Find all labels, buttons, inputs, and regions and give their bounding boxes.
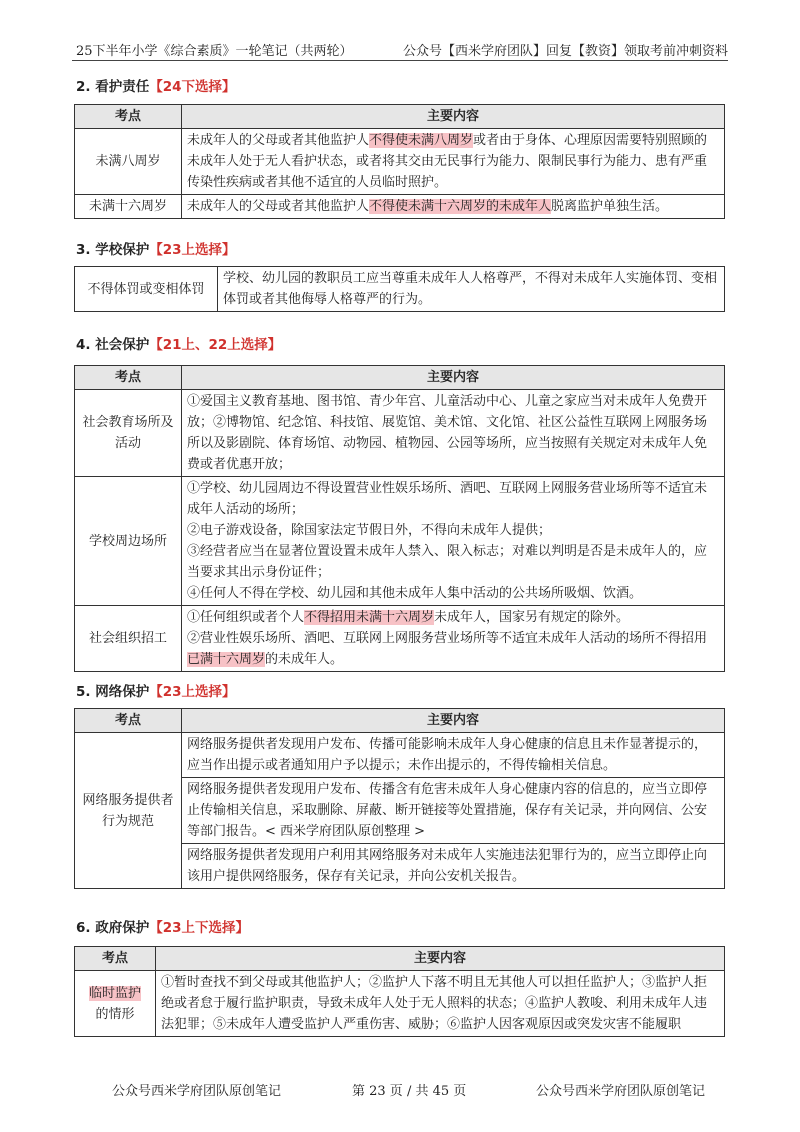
- section-title-network: [76, 680, 236, 700]
- row-content: 网络服务提供者发现用户利用其网络服务对未成年人实施违法犯罪行为的，应当立即停止向该用户提供网络服务，保存有关记录，并向公安机关报告。: [182, 844, 725, 889]
- col-header-content: 主要内容: [182, 366, 725, 390]
- text-span: 未成年人的父母或者其他监护人: [187, 199, 370, 214]
- row-key: 学校周边场所: [75, 477, 182, 606]
- highlight-span: 不得使未满十六周岁的未成年人: [369, 199, 552, 214]
- section-title-text: 6. 政府保护: [76, 920, 150, 936]
- table-row: [75, 606, 725, 672]
- network-table: [74, 708, 725, 889]
- row-content: 网络服务提供者发现用户发布、传播可能影响未成年人身心健康的信息且未作显著提示的，应当作出提示或者通知用户予以提示；未作出提示的，不得传输相关信息。: [182, 733, 725, 778]
- guardianship-table: [74, 104, 725, 219]
- footer-left: 公众号西米学府团队原创笔记: [112, 1084, 282, 1099]
- highlight-span: 不得招用未满十六周岁: [304, 610, 435, 625]
- table-row: [75, 971, 725, 1037]
- row-content: [182, 606, 725, 672]
- list-item: [187, 607, 719, 628]
- highlight-span: 已满十六周岁: [187, 652, 266, 667]
- row-content: 网络服务提供者发现用户发布、传播含有危害未成年人身心健康内容的信息的，应当立即停止传输相关信息，采取删除、屏蔽、断开链接等处置措施，保存有关记录，并向网信、公安等部门报告。< 西米学府团队原创整理 >: [182, 778, 725, 844]
- row-key: 社会教育场所及活动: [75, 390, 182, 477]
- row-key: 社会组织招工: [75, 606, 182, 672]
- list-item: ③经营者应当在显著位置设置未成年人禁入、限入标志；对难以判明是否是未成年人的，应当要求其出示身份证件；: [187, 544, 708, 580]
- col-header-content: 主要内容: [156, 947, 725, 971]
- section-title-social: [76, 333, 281, 353]
- table-row: [75, 477, 725, 606]
- section-title-text: 5. 网络保护: [76, 684, 150, 700]
- col-header-key: 考点: [75, 947, 156, 971]
- row-key: 未满八周岁: [75, 129, 182, 195]
- table-row: [75, 390, 725, 477]
- highlight-span: 临时监护: [88, 985, 141, 1001]
- text-span: 未成年人，国家另有规定的除外。: [434, 610, 630, 625]
- col-header-key: 考点: [75, 709, 182, 733]
- social-table: [74, 365, 725, 672]
- table-row: [75, 267, 725, 312]
- text-span: ②营业性娱乐场所、酒吧、互联网上网服务营业场所等不适宜未成年人活动的场所不得招用: [187, 631, 708, 646]
- list-item: [187, 628, 719, 670]
- table-header-row: [75, 709, 725, 733]
- col-header-key: 考点: [75, 366, 182, 390]
- text-span: ①任何组织或者个人: [187, 610, 305, 625]
- exam-tag: 【24下选择】: [149, 79, 236, 95]
- header-right-note: 公众号【西米学府团队】回复【教资】领取考前冲刺资料: [402, 44, 728, 59]
- row-content: [182, 477, 725, 606]
- list-item: ①学校、幼儿园周边不得设置营业性娱乐场所、酒吧、互联网上网服务营业场所等不适宜未成年人活动的场所；: [187, 481, 708, 517]
- header-left-title: 25下半年小学《综合素质》一轮笔记（共两轮）: [76, 44, 353, 59]
- table-row: [75, 129, 725, 195]
- footer-right: 公众号西米学府团队原创笔记: [536, 1084, 706, 1099]
- exam-tag: 【23上选择】: [149, 684, 236, 700]
- col-header-content: 主要内容: [182, 709, 725, 733]
- row-content: [182, 195, 725, 219]
- footer-page-number: 第 23 页 / 共 45 页: [352, 1084, 467, 1099]
- exam-tag: 【23上选择】: [149, 242, 236, 258]
- row-content: [182, 129, 725, 195]
- table-header-row: [75, 105, 725, 129]
- section-title-text: 2. 看护责任: [76, 79, 150, 95]
- exam-tag: 【21上、22上选择】: [149, 337, 282, 353]
- section-title-government: [76, 916, 249, 936]
- school-table: [74, 266, 725, 312]
- text-span: 或者由于身体、心理原因需要特别照顾的未成年人处于无人看护状态，或者将其交由无民事行为能力、限制民事行为能力、患有严重传染性疾病或者其他不适宜的人员临时照护。: [187, 133, 708, 190]
- exam-tag: 【23上下选择】: [149, 920, 250, 936]
- col-header-content: 主要内容: [182, 105, 725, 129]
- table-header-row: [75, 947, 725, 971]
- row-key: 网络服务提供者行为规范: [75, 733, 182, 889]
- page-header: [72, 38, 728, 61]
- row-key: [75, 971, 156, 1037]
- row-key: 未满十六周岁: [75, 195, 182, 219]
- row-content: ①爱国主义教育基地、图书馆、青少年宫、儿童活动中心、儿童之家应当对未成年人免费开放；②博物馆、纪念馆、科技馆、展览馆、美术馆、文化馆、社区公益性互联网上网服务场所以及影剧院、体育场馆、动物园、植物园、公园等场所，应当按照有关规定对未成年人免费或者优惠开放；: [182, 390, 725, 477]
- section-title-text: 3. 学校保护: [76, 242, 150, 258]
- text-span: 脱离监护单独生活。: [551, 199, 669, 214]
- table-header-row: [75, 366, 725, 390]
- table-row: [75, 733, 725, 778]
- row-content: ①暂时查找不到父母或其他监护人；②监护人下落不明且无其他人可以担任监护人；③监护人拒绝或者怠于履行监护职责，导致未成年人处于无人照料的状态；④监护人教唆、利用未成年人违法犯罪；⑤未成年人遭受监护人严重伤害、威胁；⑥监护人因客观原因或突发灾害不能履职: [156, 971, 725, 1037]
- table-row: [75, 195, 725, 219]
- row-content: 学校、幼儿园的教职员工应当尊重未成年人人格尊严，不得对未成年人实施体罚、变相体罚或者其他侮辱人格尊严的行为。: [218, 267, 725, 312]
- text-span: 的未成年人。: [265, 652, 344, 667]
- section-title-school: [76, 238, 236, 258]
- row-key: 不得体罚或变相体罚: [75, 267, 218, 312]
- list-item: ②电子游戏设备，除国家法定节假日外，不得向未成年人提供；: [187, 523, 552, 538]
- text-span: 未成年人的父母或者其他监护人: [187, 133, 370, 148]
- text-span: 的情形: [95, 1006, 135, 1022]
- col-header-key: 考点: [75, 105, 182, 129]
- section-title-text: 4. 社会保护: [76, 337, 150, 353]
- section-title-guardianship: [76, 75, 236, 95]
- list-item: ④任何人不得在学校、幼儿园和其他未成年人集中活动的公共场所吸烟、饮酒。: [187, 586, 643, 601]
- highlight-span: 不得使未满八周岁: [369, 133, 474, 148]
- government-table: [74, 946, 725, 1037]
